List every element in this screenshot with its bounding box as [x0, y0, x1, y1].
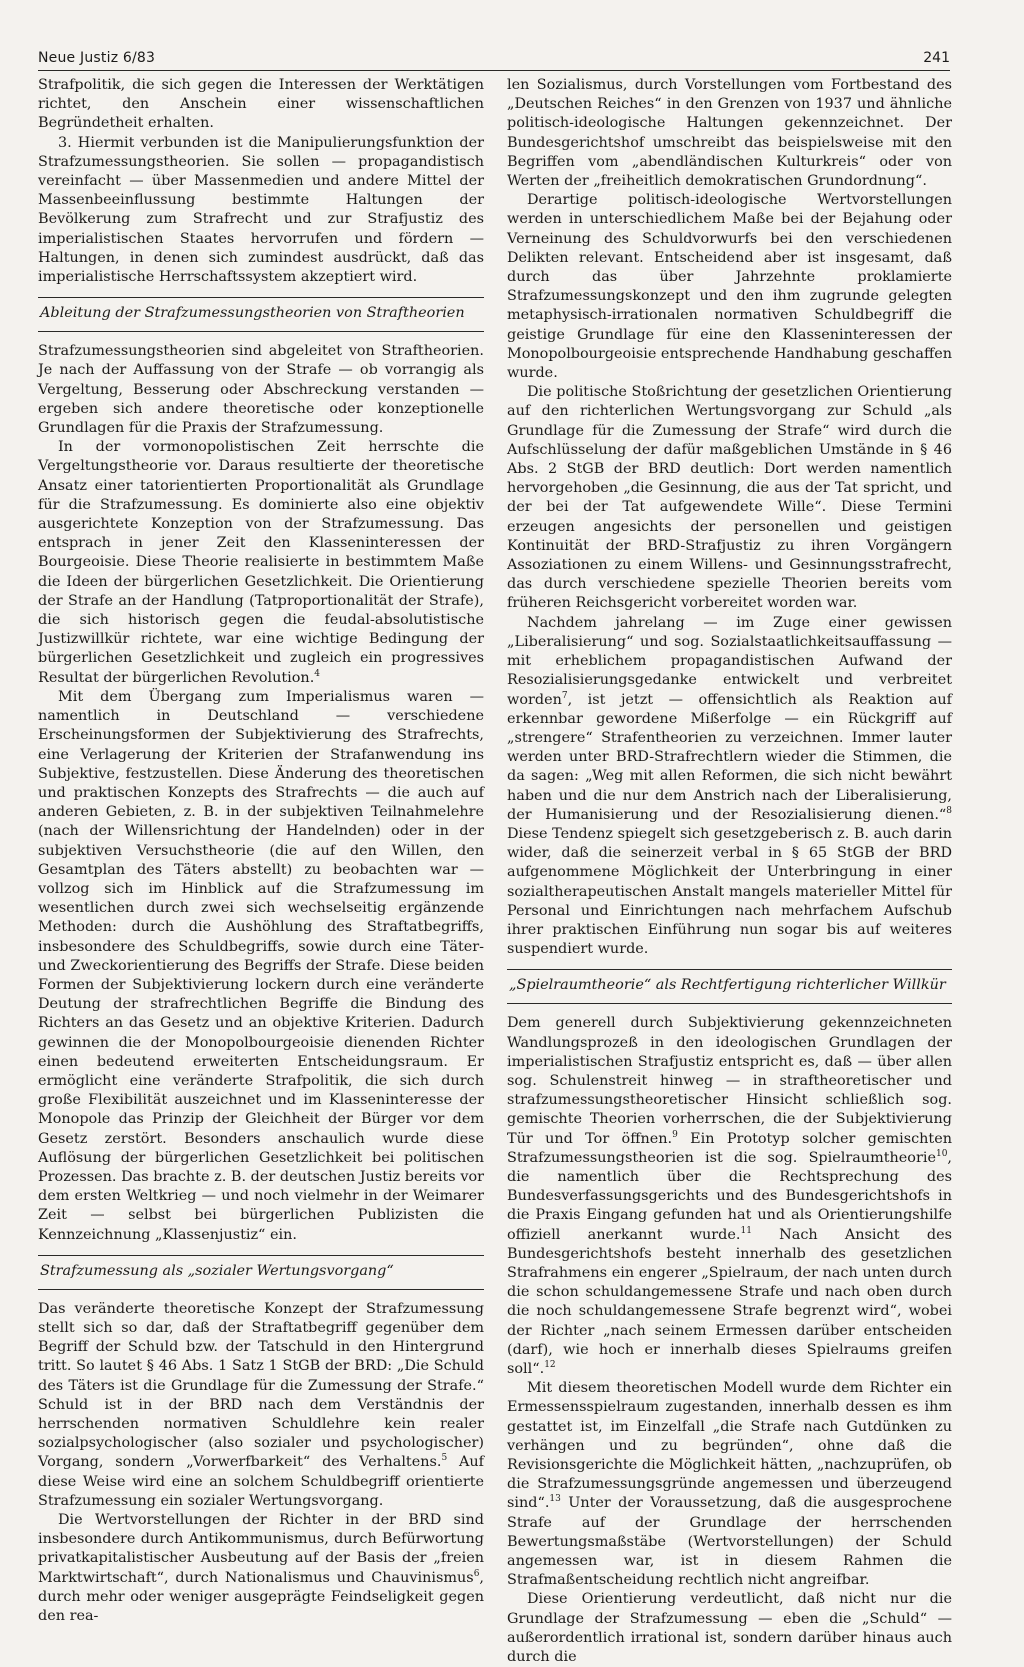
- right-column: [507, 76, 952, 1667]
- footnote-ref: 9: [672, 1129, 678, 1140]
- paragraph: Strafpolitik, die sich gegen die Interessen der Werktätigen richtet, den Anschein einer wissenschaftlichen Begründetheit erhalten.: [38, 77, 484, 132]
- footnote-ref: 5: [441, 1453, 448, 1464]
- left-column: [38, 76, 484, 1626]
- section-title: Ableitung der Strafzumessungstheorien von Straftheorien: [40, 305, 465, 322]
- section-heading-box: [38, 297, 484, 332]
- footnote-ref: 4: [314, 668, 321, 679]
- paragraph: Das veränderte theoretische Konzept der Strafzumessung stellt sich so dar, daß der Straftatbegriff gegenüber dem Begriff der Schuld bzw. der Tatschuld in den Hintergrund tritt. So lautet § 46 Abs. 1 Satz 1 StGB der BRD: „Die Schuld des Täters ist die Grundlage für die Zumessung der Strafe.“ Schuld ist in der BRD nach dem Verständnis der herrschenden normativen Schuldlehre kein realer sozialpsychologischer (also sozialer und psychologischer) Vorgang, sondern „Vorwerfbarkeit“ des Verhaltens.$^5$ Auf diese Weise wird eine an solchem Schuldbegriff orientierte Strafzumessung ein sozialer Wertungsvorgang.: [38, 1300, 484, 1509]
- footnote-ref: 10: [935, 1148, 948, 1159]
- paragraph: In der vormonopolistischen Zeit herrschte die Vergeltungstheorie vor. Daraus resultierte der theoretische Ansatz einer tatorientierten Proportionalität als Grundlage für die Strafzumessung. Es dominierte also eine objektiv ausgerichtete Konzeption von der Strafzumessung. Das entsprach in jener Zeit den Klasseninteressen der Bourgeoisie. Diese Theorie realisierte in bestimmtem Maße die Ideen der bürgerlichen Gesetzlichkeit. Die Orientierung der Strafe an der Handlung (Tatproportionalität der Strafe), die sich historisch gegen die feudal-absolutistische Justizwillkür richtete, war eine wichtige Bedingung der bürgerlichen Gesetzlichkeit und zugleich ein progressives Resultat der bürgerlichen Revolution.$^4$: [38, 439, 484, 686]
- paragraph: Dem generell durch Subjektivierung gekennzeichneten Wandlungsprozeß in den ideologischen Grundlagen der imperialistischen Strafjustiz entspricht es, daß — über allen sog. Schulenstreit hinweg — in straftheoretischer und strafzumessungstheoretischer Hinsicht schließlich sog. gemischte Theorien vorherrschen, die der Subjektivierung Tür und Tor öffnen.$^9$ Ein Prototyp solcher gemischten Strafzumessungstheorien ist die sog. Spielraumtheorie$^{10}$, die namentlich über die Rechtsprechung des Bundesverfassungsgerichts und des Bundesgerichtshofs in die Praxis Eingang gefunden hat und als Orientierungshilfe offiziell anerkannt wurde.$^{11}$ Nach Ansicht des Bundesgerichtshofs besteht innerhalb des gesetzlichen Strafrahmens ein engerer „Spielraum, der nach unten durch die schon schuldangemessene Strafe und nach oben durch die noch schuldangemessene Strafe begrenzt wird“, wobei der Richter „nach seinem Ermessen darüber entscheiden (darf), wie hoch er innerhalb dieses Spielraums greifen soll“.$^{12}$: [507, 1015, 952, 1377]
- section-title: Strafzumessung als „sozialer Wertungsvorgang“: [40, 1262, 394, 1279]
- page-number: 241: [923, 50, 950, 66]
- footnote-ref: 8: [946, 805, 952, 816]
- journal-title: Neue Justiz 6/83: [38, 50, 156, 66]
- paragraph: Mit diesem theoretischen Modell wurde dem Richter ein Ermessensspielraum zugestanden, innerhalb dessen es ihm gestattet ist, im Einzelfall „die Strafe nach Gutdünken zu verhängen und zu begründen“, ohne daß die Revisionsgerichte die Möglichkeit hätten, „nachzuprüfen, ob die Strafzumessungsgründe angemessen und überzeugend sind“.$^{13}$ Unter der Voraussetzung, daß die ausgesprochene Strafe auf der Grundlage der herrschenden Bewertungsmaßstäbe (Wertvorstellungen) der Schuld angemessen war, ist in diesem Rahmen die Strafmaßentscheidung rechtlich nicht angreifbar.: [507, 1380, 952, 1589]
- paragraph: Strafzumessungstheorien sind abgeleitet von Straftheorien. Je nach der Auffassung von der Strafe — ob vorrangig als Vergeltung, Besserung oder Abschreckung verstanden — ergeben sich andere theoretische oder konzeptionelle Grundlagen für die Praxis der Strafzumessung.: [38, 343, 484, 437]
- section-title: „Spielraumtheorie“ als Rechtfertigung richterlicher Willkür: [509, 977, 946, 994]
- section-heading-box: [507, 969, 952, 1004]
- paragraph: Diese Orientierung verdeutlicht, daß nicht nur die Grundlage der Strafzumessung — eben die „Schuld“ — außerordentlich irrational ist, sondern darüber hinaus auch durch die: [507, 1591, 952, 1666]
- running-header: [38, 44, 950, 71]
- footnote-ref: 7: [561, 690, 568, 701]
- footnote-ref: 6: [473, 1568, 480, 1579]
- paragraph: Die politische Stoßrichtung der gesetzlichen Orientierung auf den richterlichen Wertungsvorgang zur Schuld „als Grundlage für die Zumessung der Strafe“ wird durch die Aufschlüsselung der dafür maßgeblichen Umstände in § 46 Abs. 2 StGB der BRD deutlich: Dort werden namentlich hervorgehoben „die Gesinnung, die aus der Tat spricht, und der bei der Tat aufgewendete Wille“. Diese Termini erzeugen angesichts der personellen und geistigen Kontinuität der BRD-Strafjustiz zu ihren Vorgängern Assoziationen zu einem Willens- und Gesinnungsstrafrecht, das durch verschiedene spezielle Theorien bereits vom früheren Reichsgericht vorbereitet worden war.: [507, 384, 952, 612]
- paragraph: Mit dem Übergang zum Imperialismus waren — namentlich in Deutschland — verschiedene Erscheinungsformen der Subjektivierung des Strafrechts, eine Verlagerung der Kriterien der Strafanwendung ins Subjektive, festzustellen. Diese Änderung des theoretischen und praktischen Konzepts des Strafrechts — die auch auf anderen Gebieten, z. B. in der subjektiven Teilnahmelehre (nach der Willensrichtung der Handelnden) oder in der subjektiven Versuchstheorie (die auf den Willen, den Gesamtplan des Täters abstellt) zu beobachten war — vollzog sich im Hinblick auf die Strafzumessung im wesentlichen durch zwei sich wechselseitig ergänzende Methoden: durch die Aushöhlung des Straftatbegriffs, insbesondere des Schuldbegriffs, sowie durch eine Täter- und Zweckorientierung des Begriffs der Strafe. Diese beiden Formen der Subjektivierung lockern durch eine veränderte Deutung der strafrechtlichen Begriffe die Bindung des Richters an das Gesetz und an objektive Kriterien. Dadurch gewinnen die der Monopolbourgeoisie dienenden Richter einen bedeutend erweiterten Entscheidungsraum. Er ermöglicht eine veränderte Strafpolitik, die sich durch große Flexibilität auszeichnet und im Klasseninteresse der Monopole das Prinzip der Gleichheit der Bürger vor dem Gesetz zerstört. Besonders anschaulich wurde diese Auflösung der bürgerlichen Gesetzlichkeit bei politischen Prozessen. Das brachte z. B. der deutschen Justiz bereits vor dem ersten Weltkrieg — und noch vielmehr in der Weimarer Zeit — selbst bei bürgerlichen Publizisten die Kennzeichnung „Klassenjustiz“ ein.: [38, 688, 484, 1243]
- paragraph: Die Wertvorstellungen der Richter in der BRD sind insbesondere durch Antikommunismus, durch Befürwortung privatkapitalistischer Ausbeutung auf der Basis der „freien Marktwirtschaft“, durch Nationalismus und Chauvinismus$^6$, durch mehr oder weniger ausgeprägte Feindseligkeit gegen den rea-: [38, 1512, 484, 1625]
- footnote-ref: 13: [549, 1494, 561, 1505]
- section-heading-box: [38, 1255, 484, 1290]
- footnote-ref: 12: [544, 1360, 556, 1371]
- paragraph: Derartige politisch-ideologische Wertvorstellungen werden in unterschiedlichem Maße bei der Bejahung oder Verneinung des Schuldvorwurfs bei den verschiedenen Delikten relevant. Entscheidend aber ist insgesamt, daß durch das über Jahrzehnte proklamierte Strafzumessungskonzept und den ihm zugrunde gelegten metaphysisch-irrationalen normativen Schuldbegriff die geistige Grundlage für eine den Klasseninteressen der Monopolbourgeoisie entsprechende Handhabung geschaffen wurde.: [507, 192, 952, 382]
- paragraph: 3. Hiermit verbunden ist die Manipulierungsfunktion der Strafzumessungstheorien. Sie sollen — propagandistisch vereinfacht — über Massenmedien und andere Mittel der Massenbeeinflussung bestimmte Haltungen der Bevölkerung zum Strafrecht und zur Strafjustiz des imperialistischen Staates hervorrufen und fördern — Haltungen, in denen sich zumindest ausdrückt, daß das imperialistische Herrschaftssystem akzeptiert wird.: [38, 134, 484, 286]
- paragraph: len Sozialismus, durch Vorstellungen vom Fortbestand des „Deutschen Reiches“ in den Grenzen von 1937 und ähnliche politisch-ideologische Haltungen gekennzeichnet. Der Bundesgerichtshof umschreibt das beispielsweise mit den Begriffen vom „abendländischen Kulturkreis“ oder von Werten der „freiheitlich demokratischen Grundordnung“.: [507, 77, 952, 190]
- footnote-ref: 11: [740, 1225, 752, 1236]
- paragraph: Nachdem jahrelang — im Zuge einer gewissen „Liberalisierung“ und sog. Sozialstaatlichkeitsauffassung — mit erheblichem propagandistischen Aufwand der Resozialisierungsgedanke entwickelt und verbreitet worden$^7$, ist jetzt — offensichtlich als Reaktion auf erkennbar gewordene Mißerfolge — ein Rückgriff auf „strengere“ Strafentheorien zu verzeichnen. Immer lauter werden unter BRD-Strafrechtlern wieder die Stimmen, die da sagen: „Weg mit allen Reformen, die sich nicht bewährt haben und die nur dem Anstrich nach der Liberalisierung, der Humanisierung und der Resozialisierung dienen.“$^8$ Diese Tendenz spiegelt sich gesetzgeberisch z. B. auch darin wider, daß die seinerzeit verbal in § 65 StGB der BRD aufgenommene Möglichkeit der Unterbringung in einer sozialtherapeutischen Anstalt mangels materieller Mittel für Personal und Einrichtungen nach mehrfachem Aufschub ihrer praktischen Einführung nun sogar bis auf weiteres suspendiert wurde.: [507, 614, 952, 958]
